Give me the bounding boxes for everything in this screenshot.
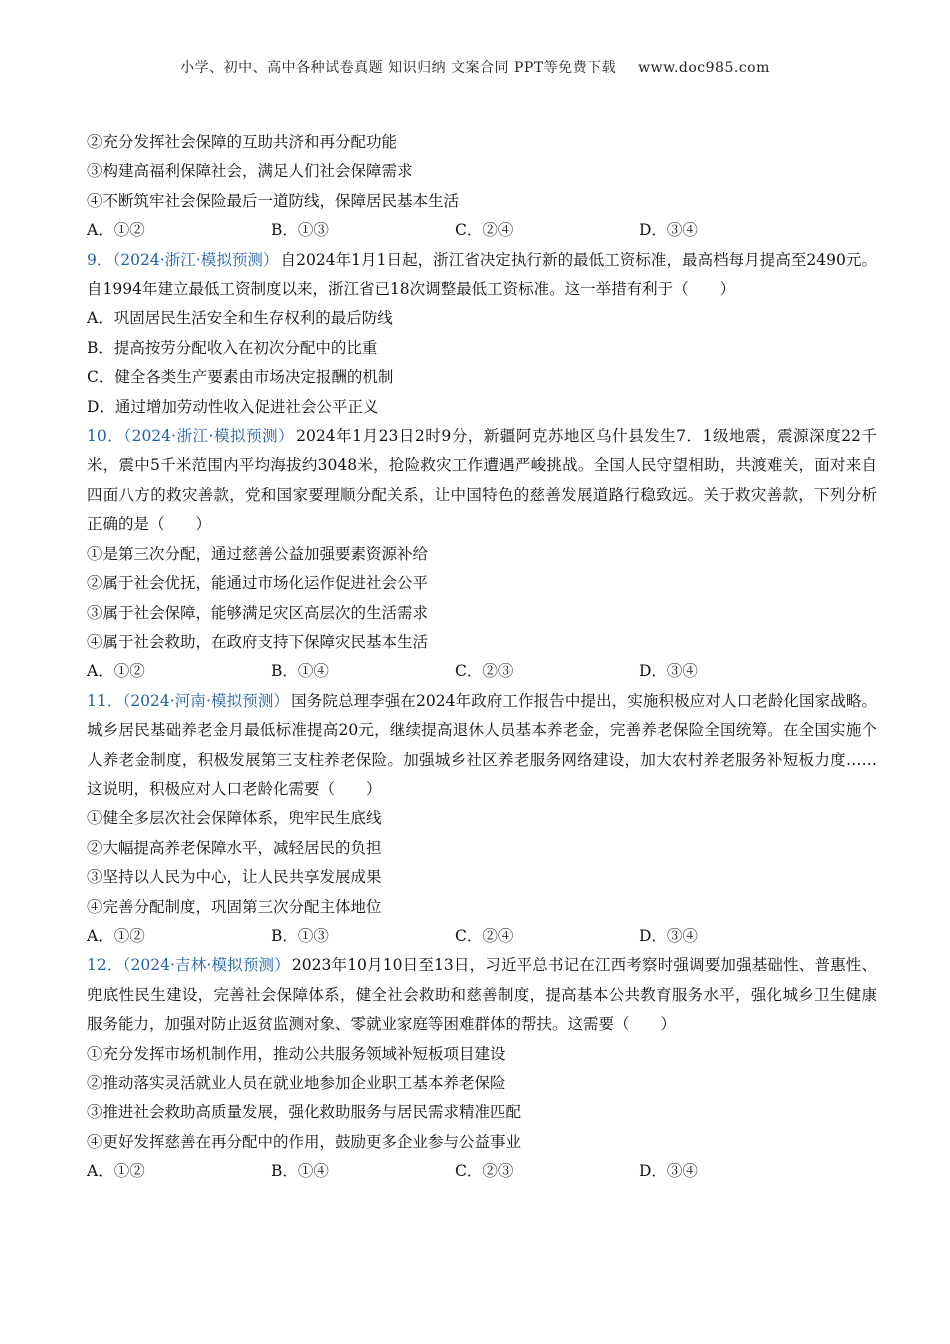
question-8-continued bbox=[87, 128, 877, 246]
option-b[interactable]: B．提高按劳分配收入在初次分配中的比重 bbox=[87, 338, 378, 357]
statement: ②大幅提高养老保障水平，减轻居民的负担 bbox=[87, 838, 382, 857]
answer-options bbox=[87, 922, 877, 951]
header-site-link[interactable]: www.doc985.com bbox=[638, 60, 770, 76]
question-stem bbox=[87, 687, 877, 805]
option-a[interactable]: A．巩固居民生活安全和生存权利的最后防线 bbox=[87, 309, 393, 328]
option-d[interactable]: D．③④ bbox=[639, 662, 698, 681]
question-source: （2024·河南·模拟预测） bbox=[122, 691, 290, 710]
statement: ①健全多层次社会保障体系，兜牢民生底线 bbox=[87, 809, 382, 828]
question-stem bbox=[87, 422, 877, 540]
option-a[interactable]: A．①② bbox=[87, 221, 145, 240]
question-text: 国务院总理李强在2024年政府工作报告中提出，实施积极应对人口老龄化国家战略。城乡居民基础养老金月最低标准提高20元，继续提高退休人员基本养老金，完善养老保险全国统筹。在全国实施个人养老金制度，积极发展第三支柱养老保险。加强城乡社区养老服务网络建设，加大农村养老服务补短板力度……这说明，积极应对人口老龄化需要（ ） bbox=[87, 691, 877, 798]
option-c[interactable]: C．②④ bbox=[455, 926, 514, 945]
question-9 bbox=[87, 246, 877, 422]
statement: ③构建高福利保障社会，满足人们社会保障需求 bbox=[87, 162, 413, 181]
question-source: （2024·吉林·模拟预测） bbox=[122, 956, 290, 975]
option-a[interactable]: A．①② bbox=[87, 1162, 145, 1181]
question-text: 2023年10月10日至13日，习近平总书记在江西考察时强调要加强基础性、普惠性、兜底性民生建设，完善社会保障体系，健全社会救助和慈善制度，提高基本公共教育服务水平，强化城乡卫生健康服务能力，加强对防止返贫监测对象、零就业家庭等困难群体的帮扶。这需要（ ） bbox=[87, 956, 877, 1034]
option-d[interactable]: D．通过增加劳动性收入促进社会公平正义 bbox=[87, 397, 379, 416]
statement: ③推进社会救助高质量发展，强化救助服务与居民需求精准匹配 bbox=[87, 1103, 522, 1122]
statement: ④更好发挥慈善在再分配中的作用，鼓励更多企业参与公益事业 bbox=[87, 1132, 522, 1151]
statement: ①充分发挥市场机制作用，推动公共服务领域补短板项目建设 bbox=[87, 1044, 506, 1063]
question-10 bbox=[87, 422, 877, 687]
option-c[interactable]: C．②④ bbox=[455, 221, 514, 240]
statement: ①是第三次分配，通过慈善公益加强要素资源补给 bbox=[87, 544, 429, 563]
header-text: 小学、初中、高中各种试卷真题 知识归纳 文案合同 PPT等免费下载 bbox=[180, 60, 617, 76]
option-b[interactable]: B．①③ bbox=[271, 926, 329, 945]
statement: ③坚持以人民为中心，让人民共享发展成果 bbox=[87, 868, 382, 887]
statement: ②属于社会优抚，能通过市场化运作促进社会公平 bbox=[87, 574, 429, 593]
option-d[interactable]: D．③④ bbox=[639, 221, 698, 240]
page-header bbox=[0, 57, 950, 77]
answer-options bbox=[87, 216, 877, 245]
question-stem bbox=[87, 246, 877, 305]
statement: ④不断筑牢社会保险最后一道防线，保障居民基本生活 bbox=[87, 191, 460, 210]
question-12 bbox=[87, 951, 877, 1186]
question-11 bbox=[87, 687, 877, 952]
question-number: 10． bbox=[87, 427, 124, 446]
statement: ④属于社会救助，在政府支持下保障灾民基本生活 bbox=[87, 632, 429, 651]
question-number: 11． bbox=[87, 691, 123, 710]
option-b[interactable]: B．①④ bbox=[271, 662, 329, 681]
statement: ②充分发挥社会保障的互助共济和再分配功能 bbox=[87, 133, 398, 151]
statement: ②推动落实灵活就业人员在就业地参加企业职工基本养老保险 bbox=[87, 1074, 506, 1092]
option-c[interactable]: C．②③ bbox=[455, 662, 514, 681]
option-b[interactable]: B．①③ bbox=[271, 221, 329, 240]
option-a[interactable]: A．①② bbox=[87, 926, 145, 945]
option-a[interactable]: A．①② bbox=[87, 662, 145, 681]
option-d[interactable]: D．③④ bbox=[639, 1162, 698, 1181]
answer-options bbox=[87, 657, 877, 686]
statement: ③属于社会保障，能够满足灾区高层次的生活需求 bbox=[87, 603, 429, 622]
question-text: 2024年1月23日2时9分，新疆阿克苏地区乌什县发生7．1级地震，震源深度22千米，震中5千米范围内平均海拔约3048米，抢险救灾工作遭遇严峻挑战。全国人民守望相助，共渡难关，面对来自四面八方的救灾善款，党和国家要理顺分配关系，让中国特色的慈善发展道路行稳致远。关于救灾善款，下列分析正确的是（ ） bbox=[87, 427, 877, 534]
question-source: （2024·浙江·模拟预测） bbox=[123, 427, 295, 446]
statement: ④完善分配制度，巩固第三次分配主体地位 bbox=[87, 897, 382, 916]
option-c[interactable]: C．②③ bbox=[455, 1162, 514, 1181]
option-b[interactable]: B．①④ bbox=[271, 1162, 329, 1181]
question-number: 12． bbox=[87, 956, 123, 975]
option-d[interactable]: D．③④ bbox=[639, 926, 698, 945]
question-number: 9． bbox=[87, 250, 113, 269]
option-c[interactable]: C．健全各类生产要素由市场决定报酬的机制 bbox=[87, 368, 394, 387]
question-stem bbox=[87, 951, 877, 1039]
answer-options bbox=[87, 1157, 877, 1186]
document-body bbox=[87, 128, 877, 1187]
question-source: （2024·浙江·模拟预测） bbox=[112, 250, 279, 269]
question-text: 自2024年1月1日起，浙江省决定执行新的最低工资标准，最高档每月提高至2490元。自1994年建立最低工资制度以来，浙江省已18次调整最低工资标准。这一举措有利于（ ） bbox=[87, 250, 877, 299]
